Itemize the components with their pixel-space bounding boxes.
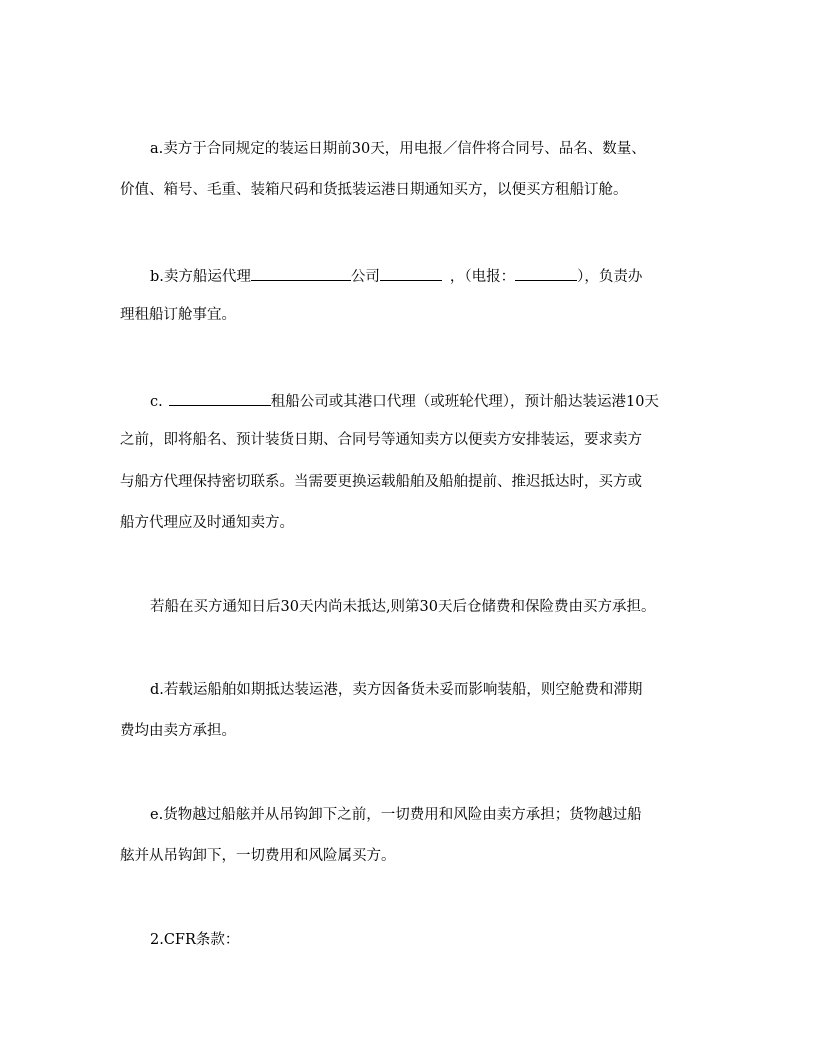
agent-name-blank: [251, 264, 351, 281]
clause-d-line-1: [120, 680, 700, 700]
charter-company-blank: [169, 389, 271, 406]
clause-b-cable: ，（电报：: [449, 269, 516, 285]
clause-c-text-1: 租船公司或其港口代理（或班轮代理），预计船达装运港10天: [270, 394, 659, 410]
clause-c-text-2: 之前，即将船名、预计装货日期、合同号等通知卖方以便卖方安排装运，要求卖方: [120, 432, 642, 448]
clause-d-text-2: 费均由卖方承担。: [120, 723, 236, 739]
cfr-heading: [120, 930, 700, 950]
clause-e-text-2: 舷并从吊钩卸下，一切费用和风险属买方。: [120, 848, 396, 864]
clause-b-company: 公司: [350, 269, 380, 285]
clause-d-line-2: [120, 721, 700, 741]
clause-b-line-1: [120, 264, 700, 287]
company-blank: [380, 264, 442, 281]
clause-e-text-1: e.货物越过船舷并从吊钩卸下之前，一切费用和风险由卖方承担；货物越过船: [150, 807, 642, 823]
clause-c-line-3: [120, 472, 700, 492]
clause-c-text-3: 与船方代理保持密切联系。当需要更换运载船舶及船舶提前、推迟抵达时，买方或: [120, 474, 642, 490]
clause-a-text-2: 价值、箱号、毛重、装箱尺码和货抵装运港日期通知买方，以便买方租船订舱。: [120, 182, 628, 198]
clause-b-prefix: b.卖方船运代理: [150, 269, 251, 285]
delay-paragraph: [120, 597, 700, 617]
clause-c-line-4: [120, 513, 700, 533]
cfr-heading-text: 2.CFR条款：: [150, 932, 240, 948]
clause-b-text-2: 理租船订舱事宜。: [120, 307, 236, 323]
clause-c-line-2: [120, 430, 700, 450]
clause-b-line-2: [120, 305, 700, 325]
clause-a-line-2: [120, 180, 700, 200]
clause-a-line-1: [120, 139, 700, 159]
clause-b-suffix: ），负责办: [577, 269, 643, 285]
clause-d-text-1: d.若载运船舶如期抵达装运港，卖方因备货未妥而影响装船，则空舱费和滞期: [150, 682, 643, 698]
clause-c-line-1: [120, 389, 700, 412]
cable-blank: [515, 264, 577, 281]
clause-a-text-1: a.卖方于合同规定的装运日期前30天，用电报／信件将合同号、品名、数量、: [150, 141, 646, 157]
clause-c-prefix: c.: [150, 394, 163, 410]
clause-c-text-4: 船方代理应及时通知卖方。: [120, 515, 294, 531]
clause-e-line-2: [120, 846, 700, 866]
clause-e-line-1: [120, 805, 700, 825]
delay-text: 若船在买方通知日后30天内尚未抵达,则第30天后仓储费和保险费由买方承担。: [150, 599, 656, 615]
